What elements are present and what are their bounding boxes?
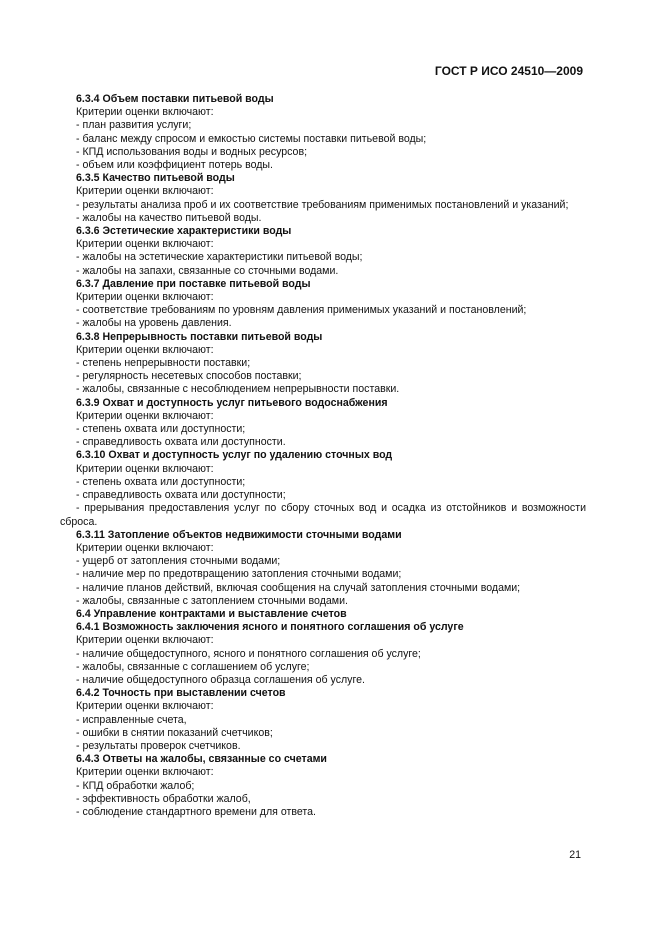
list-item: - баланс между спросом и емкостью системы поставки питьевой воды; — [76, 132, 427, 145]
list-item: - план развития услуги; — [76, 119, 192, 132]
paragraph: Критерии оценки включают: — [76, 409, 214, 422]
list-item: - ущерб от затопления сточными водами; — [76, 555, 281, 568]
section-heading: 6.3.6 Эстетические характеристики воды — [76, 225, 292, 238]
list-item: - соблюдение стандартного времени для ответа. — [76, 805, 316, 818]
section-heading: 6.4.3 Ответы на жалобы, связанные со счетами — [76, 753, 327, 766]
section-heading: 6.3.8 Непрерывность поставки питьевой воды — [76, 330, 323, 343]
list-item: - наличие общедоступного образца соглашения об услуге. — [76, 673, 365, 686]
paragraph: Критерии оценки включают: — [76, 291, 214, 304]
list-item: - справедливость охвата или доступности; — [76, 489, 286, 502]
list-item: - объем или коэффициент потерь воды. — [76, 159, 273, 172]
paragraph: Критерии оценки включают: — [76, 541, 214, 554]
paragraph: Критерии оценки включают: — [76, 700, 214, 713]
list-item: - наличие мер по предотвращению затопления сточными водами; — [76, 568, 402, 581]
section-heading: 6.3.9 Охват и доступность услуг питьевого водоснабжения — [76, 396, 388, 409]
section-heading: 6.3.7 Давление при поставке питьевой воды — [76, 277, 311, 290]
list-item: - прерывания предоставления услуг по сбору сточных вод и осадка из отстойников и возможности сброса. — [60, 502, 586, 528]
list-item: - степень непрерывности поставки; — [76, 357, 251, 370]
list-item: - степень охвата или доступности; — [76, 423, 246, 436]
list-item: - КПД обработки жалоб; — [76, 779, 195, 792]
document-body — [60, 93, 586, 819]
list-item: - жалобы, связанные с соглашением об услуге; — [76, 660, 310, 673]
list-item: - жалобы на эстетические характеристики питьевой воды; — [76, 251, 363, 264]
list-item: - эффективность обработки жалоб, — [76, 792, 251, 805]
document-header: ГОСТ Р ИСО 24510—2009 — [434, 64, 583, 78]
list-item: - наличие планов действий, включая сообщения на случай затопления сточными водами; — [76, 581, 521, 594]
list-item: - результаты проверок счетчиков. — [76, 739, 241, 752]
list-item: - исправленные счета, — [76, 713, 187, 726]
paragraph: Критерии оценки включают: — [76, 766, 214, 779]
list-item: - жалобы, связанные с несоблюдением непрерывности поставки. — [76, 383, 400, 396]
paragraph: Критерии оценки включают: — [76, 634, 214, 647]
page-number: 21 — [569, 849, 581, 861]
paragraph: Критерии оценки включают: — [76, 462, 214, 475]
list-item: - соответствие требованиям по уровням давления применимых указаний и постановлений; — [76, 304, 527, 317]
section-heading: 6.3.5 Качество питьевой воды — [76, 172, 235, 185]
list-item: - жалобы на качество питьевой воды. — [76, 211, 262, 224]
list-item: - жалобы на запахи, связанные со сточными водами. — [76, 264, 339, 277]
list-item: - КПД использования воды и водных ресурсов; — [76, 145, 308, 158]
list-item: - жалобы на уровень давления. — [76, 317, 232, 330]
list-item: - степень охвата или доступности; — [76, 475, 246, 488]
paragraph: Критерии оценки включают: — [76, 343, 214, 356]
section-heading: 6.3.11 Затопление объектов недвижимости сточными водами — [76, 528, 402, 541]
list-item: - регулярность несетевых способов поставки; — [76, 370, 302, 383]
section-heading: 6.3.4 Объем поставки питьевой воды — [76, 93, 274, 105]
paragraph: Критерии оценки включают: — [76, 185, 214, 198]
section-heading: 6.3.10 Охват и доступность услуг по удалению сточных вод — [76, 449, 393, 462]
list-item: - справедливость охвата или доступности. — [76, 436, 286, 449]
paragraph: Критерии оценки включают: — [76, 106, 214, 119]
paragraph: Критерии оценки включают: — [76, 238, 214, 251]
section-heading: 6.4.2 Точность при выставлении счетов — [76, 687, 286, 700]
list-item: - результаты анализа проб и их соответствие требованиям применимых постановлений и указаний; — [76, 198, 569, 211]
section-heading: 6.4 Управление контрактами и выставление счетов — [76, 607, 347, 620]
list-item: - жалобы, связанные с затоплением сточными водами. — [76, 594, 348, 607]
section-heading: 6.4.1 Возможность заключения ясного и понятного соглашения об услуге — [76, 621, 464, 634]
list-item: - наличие общедоступного, ясного и понятного соглашения об услуге; — [76, 647, 421, 660]
list-item: - ошибки в снятии показаний счетчиков; — [76, 726, 273, 739]
